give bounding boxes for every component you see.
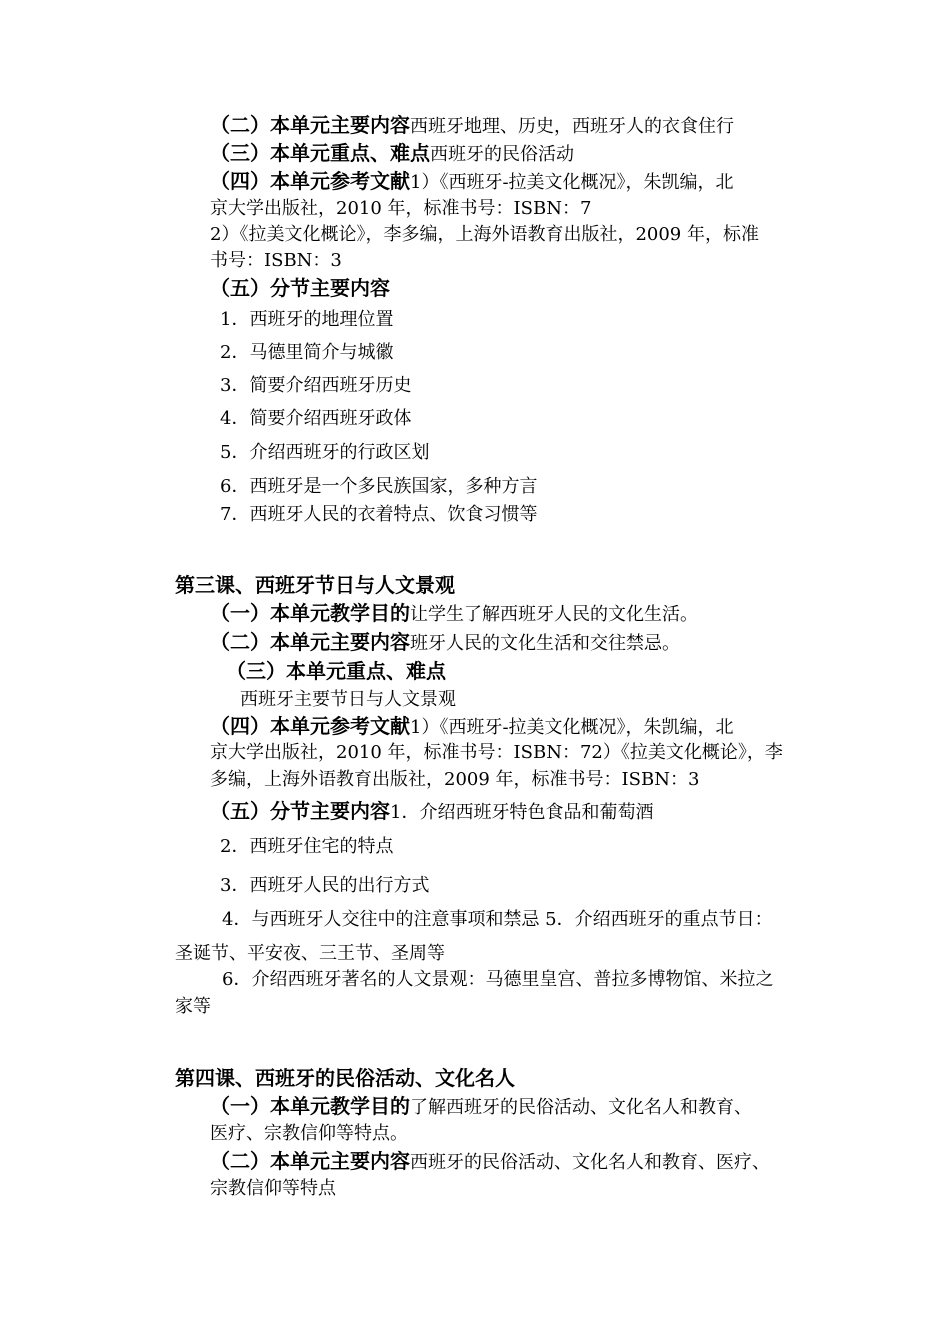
sec2-ref-text-3: 2）《拉美文化概论》，李多编，上海外语教育出版社，2009 年，标准	[210, 224, 759, 245]
sec2-key-heading: （三）本单元重点、难点	[210, 141, 430, 165]
sec3-content-line	[210, 630, 680, 656]
sec3-list-item: 3．西班牙人民的出行方式	[220, 875, 430, 896]
sec3-list-item: 1．介绍西班牙特色食品和葡萄酒	[390, 802, 654, 823]
sec3-ref-line	[210, 714, 734, 740]
sec4-content-heading: （二）本单元主要内容	[210, 1149, 410, 1173]
sec2-key-text: 西班牙的民俗活动	[430, 144, 574, 165]
sec2-list-item: 5．介绍西班牙的行政区划	[220, 442, 430, 463]
sec2-sub-heading: （五）分节主要内容	[210, 276, 390, 300]
sec2-content-text: 西班牙地理、历史，西班牙人的衣食住行	[410, 116, 734, 137]
sec3-sub-line	[210, 799, 653, 825]
sec4-content-text: 西班牙的民俗活动、文化名人和教育、医疗、	[410, 1152, 770, 1173]
sec3-ref-text-2: 京大学出版社，2010 年，标准书号：ISBN：72）《拉美文化概论》，李	[210, 742, 783, 763]
sec4-content-line	[210, 1149, 770, 1175]
sec4-goal-cont: 医疗、宗教信仰等特点。	[210, 1123, 408, 1144]
sec4-content-cont: 宗教信仰等特点	[210, 1178, 336, 1199]
sec3-list-item-cont: 家等	[175, 996, 211, 1017]
sec3-content-heading: （二）本单元主要内容	[210, 630, 410, 654]
sec3-list-item: 6．介绍西班牙著名的人文景观：马德里皇宫、普拉多博物馆、米拉之	[222, 969, 774, 990]
sec2-ref-text-2: 京大学出版社，2010 年，标准书号：ISBN：7	[210, 198, 592, 219]
sec2-list-item: 6．西班牙是一个多民族国家，多种方言	[220, 476, 538, 497]
sec2-content-line	[210, 113, 734, 139]
sec2-ref-text-1: 1）《西班牙-拉美文化概况》，朱凯编，北	[410, 172, 734, 193]
sec3-goal-heading: （一）本单元教学目的	[210, 601, 410, 625]
sec3-key-heading: （三）本单元重点、难点	[226, 659, 446, 683]
sec3-list-item: 2．西班牙住宅的特点	[220, 836, 394, 857]
sec4-goal-line	[210, 1094, 752, 1120]
sec2-list-item: 3．简要介绍西班牙历史	[220, 375, 412, 396]
sec2-list-item: 7．西班牙人民的衣着特点、饮食习惯等	[220, 504, 538, 525]
sec3-goal-text: 让学生了解西班牙人民的文化生活。	[410, 604, 698, 625]
sec2-ref-text-4: 书号：ISBN：3	[210, 250, 342, 271]
sec3-ref-text-1: 1）《西班牙-拉美文化概况》，朱凯编，北	[410, 717, 734, 738]
sec2-ref-line	[210, 169, 734, 195]
sec2-list-item: 4．简要介绍西班牙政体	[220, 408, 412, 429]
sec3-title: 第三课、西班牙节日与人文景观	[175, 573, 455, 597]
sec2-ref-heading: （四）本单元参考文献	[210, 169, 410, 193]
sec4-goal-text: 了解西班牙的民俗活动、文化名人和教育、	[410, 1097, 752, 1118]
sec3-content-text: 班牙人民的文化生活和交往禁忌。	[410, 633, 680, 654]
sec3-goal-line	[210, 601, 698, 627]
sec2-list-item: 2．马德里简介与城徽	[220, 342, 394, 363]
sec4-goal-heading: （一）本单元教学目的	[210, 1094, 410, 1118]
sec2-content-heading: （二）本单元主要内容	[210, 113, 410, 137]
sec3-sub-heading: （五）分节主要内容	[210, 799, 390, 823]
sec3-key-text: 西班牙主要节日与人文景观	[240, 689, 456, 710]
sec3-ref-text-3: 多编，上海外语教育出版社，2009 年，标准书号：ISBN：3	[210, 769, 700, 790]
sec3-ref-heading: （四）本单元参考文献	[210, 714, 410, 738]
sec3-list-item-cont: 圣诞节、平安夜、三王节、圣周等	[175, 943, 445, 964]
sec2-key-line	[210, 141, 574, 167]
sec2-list-item: 1．西班牙的地理位置	[220, 309, 394, 330]
sec3-list-item: 4．与西班牙人交往中的注意事项和禁忌 5．介绍西班牙的重点节日：	[222, 909, 773, 930]
sec4-title: 第四课、西班牙的民俗活动、文化名人	[175, 1066, 515, 1090]
